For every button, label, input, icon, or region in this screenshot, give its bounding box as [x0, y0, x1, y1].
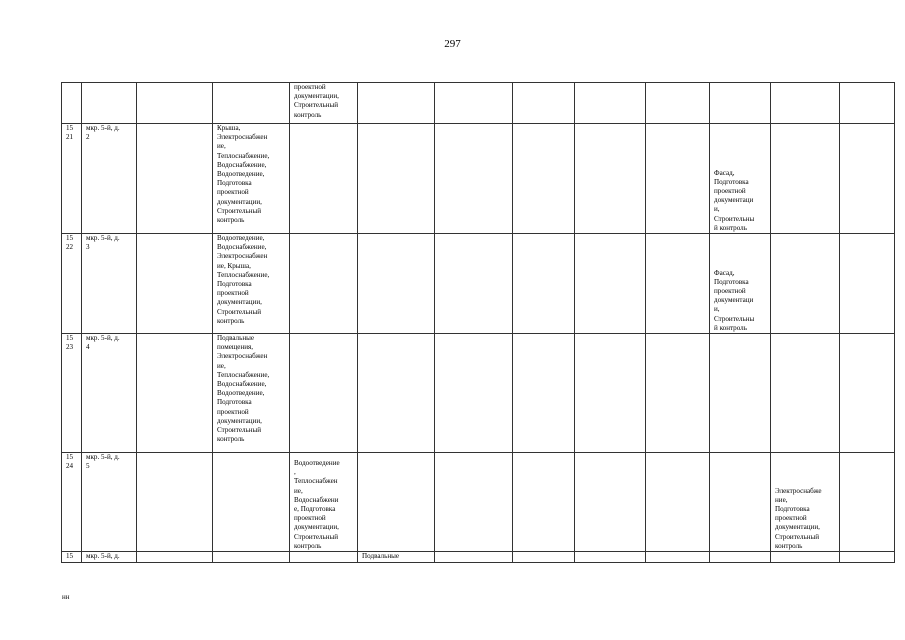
table-row	[62, 552, 895, 563]
work-cell	[137, 234, 213, 334]
work-cell	[646, 83, 710, 124]
address-cell: мкр. 5-й, д.	[82, 552, 137, 563]
work-cell	[290, 334, 358, 453]
work-cell	[513, 334, 575, 453]
work-cell: проектной документации, Строительный контроль	[290, 83, 358, 124]
work-cell	[840, 334, 895, 453]
work-cell: Водоотведение, Водоснабжение, Электроснабжен ие, Крыша, Теплоснабжение, Подготовка проектной документации, Строительный контроль	[213, 234, 290, 334]
row-number-cell: 15 21	[62, 124, 82, 234]
table-row	[62, 124, 895, 234]
work-cell	[137, 124, 213, 234]
work-cell	[771, 552, 840, 563]
work-cell	[575, 552, 646, 563]
work-cell	[513, 234, 575, 334]
work-cell	[435, 552, 513, 563]
row-number-cell	[62, 83, 82, 124]
work-cell: Фасад, Подготовка проектной документаци и, Строительны й контроль	[710, 234, 771, 334]
work-cell: Водоотведение , Теплоснабжен ие, Водоснабжени е, Подготовка проектной документации, Строительный контроль	[290, 453, 358, 552]
work-cell	[575, 334, 646, 453]
work-cell	[137, 334, 213, 453]
work-cell	[840, 124, 895, 234]
work-cell	[710, 83, 771, 124]
work-cell	[435, 83, 513, 124]
work-cell	[358, 234, 435, 334]
row-number-cell: 15	[62, 552, 82, 563]
work-cell: Электроснабже ние, Подготовка проектной документации, Строительный контроль	[771, 453, 840, 552]
work-cell	[840, 453, 895, 552]
address-cell: мкр. 5-й, д. 4	[82, 334, 137, 453]
work-cell	[575, 453, 646, 552]
work-cell	[435, 124, 513, 234]
work-cell	[646, 453, 710, 552]
work-cell	[771, 234, 840, 334]
work-cell	[137, 552, 213, 563]
work-cell	[710, 552, 771, 563]
work-cell	[840, 234, 895, 334]
work-cell	[771, 124, 840, 234]
work-cell	[575, 234, 646, 334]
work-cell	[513, 453, 575, 552]
work-cell	[646, 234, 710, 334]
work-cell	[575, 124, 646, 234]
work-cell	[213, 83, 290, 124]
page-number: 297	[444, 38, 461, 50]
work-cell	[646, 334, 710, 453]
work-cell	[213, 552, 290, 563]
work-cell	[771, 334, 840, 453]
work-cell	[435, 334, 513, 453]
work-cell	[771, 83, 840, 124]
work-cell	[435, 453, 513, 552]
work-cell	[646, 552, 710, 563]
address-cell: мкр. 5-й, д. 3	[82, 234, 137, 334]
work-cell	[358, 334, 435, 453]
table-row	[62, 83, 895, 124]
row-number-cell: 15 23	[62, 334, 82, 453]
work-cell	[575, 83, 646, 124]
table-row	[62, 453, 895, 552]
row-number-cell: 15 24	[62, 453, 82, 552]
work-cell	[513, 83, 575, 124]
repair-schedule-table	[61, 82, 895, 563]
work-cell	[358, 453, 435, 552]
work-cell	[710, 453, 771, 552]
work-cell: Подвальные помещения, Электроснабжен ие, Теплоснабжение, Водоснабжение, Водоотведение, Подготовка проектной документации, Строительный контроль	[213, 334, 290, 453]
table-row	[62, 334, 895, 453]
row-number-cell: 15 22	[62, 234, 82, 334]
work-cell	[646, 124, 710, 234]
work-cell: Крыша, Электроснабжен ие, Теплоснабжение, Водоснабжение, Водоотведение, Подготовка проектной документации, Строительный контроль	[213, 124, 290, 234]
work-cell	[513, 552, 575, 563]
work-cell	[290, 234, 358, 334]
work-cell	[290, 552, 358, 563]
work-cell: Фасад, Подготовка проектной документаци и, Строительны й контроль	[710, 124, 771, 234]
work-cell	[840, 83, 895, 124]
table-row	[62, 234, 895, 334]
work-cell	[137, 83, 213, 124]
address-cell: мкр. 5-й, д. 5	[82, 453, 137, 552]
work-cell	[137, 453, 213, 552]
address-cell	[82, 83, 137, 124]
work-cell	[435, 234, 513, 334]
work-cell	[358, 124, 435, 234]
work-cell	[840, 552, 895, 563]
address-cell: мкр. 5-й, д. 2	[82, 124, 137, 234]
work-cell	[513, 124, 575, 234]
work-cell	[358, 83, 435, 124]
work-cell	[710, 334, 771, 453]
work-cell	[290, 124, 358, 234]
footer-mark: нн	[62, 593, 70, 601]
work-cell: Подвальные	[358, 552, 435, 563]
work-cell	[213, 453, 290, 552]
